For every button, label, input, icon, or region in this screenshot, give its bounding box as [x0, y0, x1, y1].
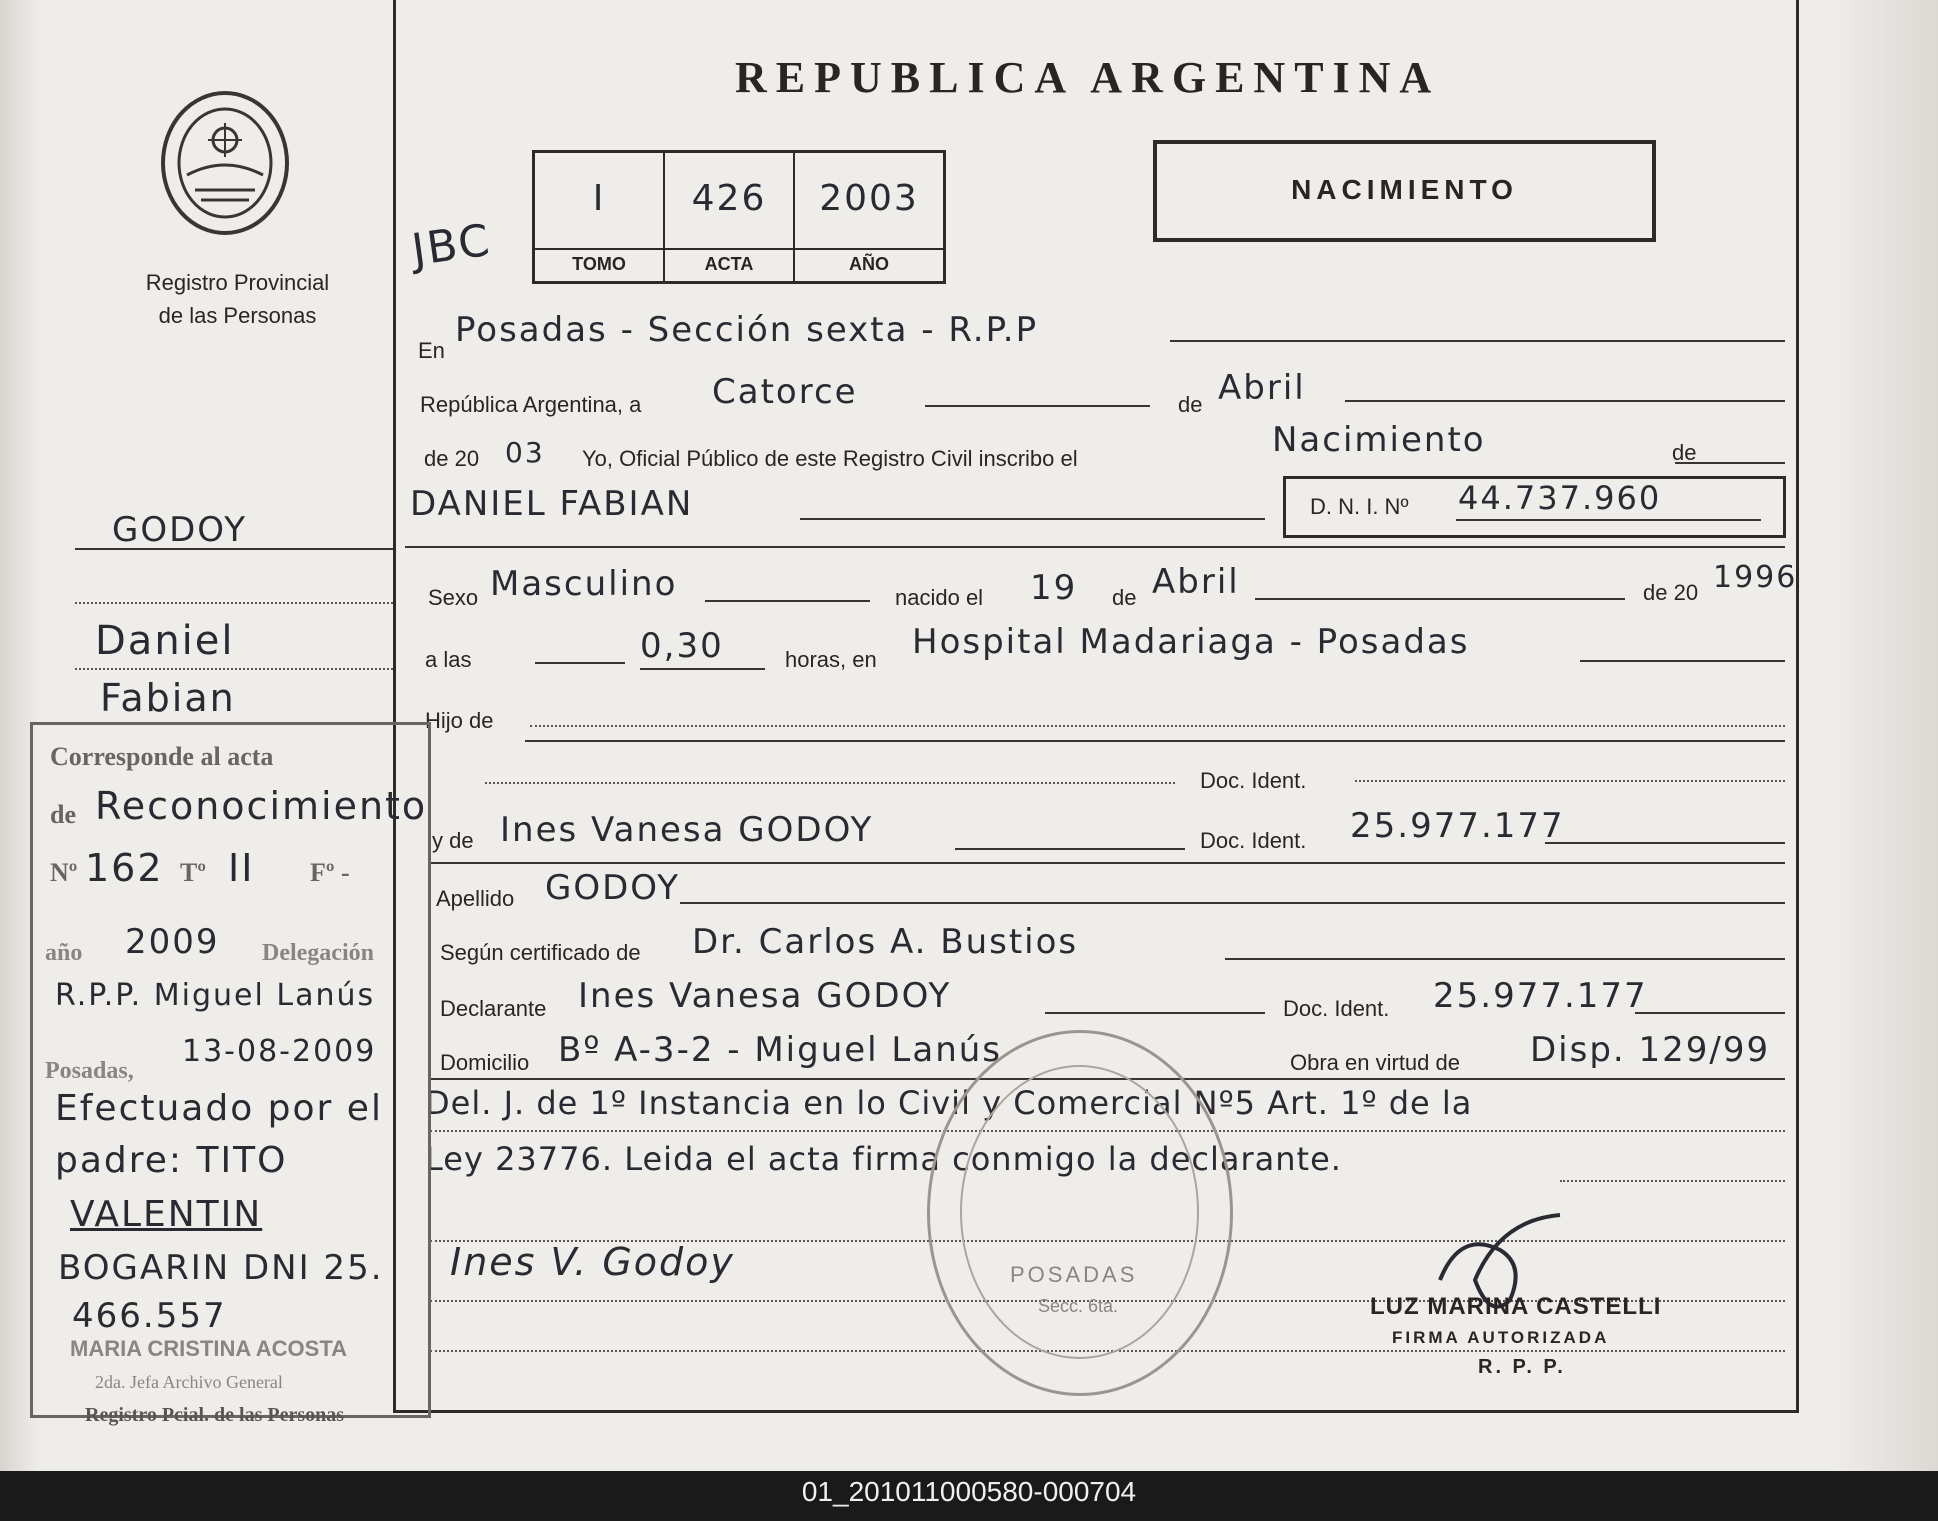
- birth-place-value: Hospital Madariaga - Posadas: [912, 622, 1470, 662]
- line-event: [1675, 462, 1785, 464]
- stamp-no-value: 162: [85, 846, 164, 890]
- stamp-note2: padre: TITO: [55, 1140, 288, 1181]
- de-label-2: de: [1672, 440, 1697, 465]
- side-line-surname: [75, 548, 393, 550]
- republica-label: República Argentina, a: [420, 392, 642, 417]
- place-value: Posadas - Sección sexta - R.P.P: [455, 310, 1039, 350]
- notes-rule-2: [1560, 1180, 1785, 1182]
- hour-value: 0,30: [640, 626, 724, 666]
- year-prefix-label: de 20: [424, 446, 480, 471]
- stamp-city: POSADAS: [1010, 1262, 1138, 1287]
- scan-caption: 01_201011000580-000704: [801, 1476, 1137, 1507]
- stamp-de: de: [50, 800, 76, 829]
- line-declarante-doc: [1635, 1012, 1785, 1014]
- registry-label-line1: Registro Provincial: [145, 270, 330, 295]
- stamp-date: 13-08-2009: [182, 1034, 377, 1069]
- obra-label: Obra en virtud de: [1290, 1050, 1460, 1075]
- declarante-doc-value: 25.977.177: [1433, 976, 1648, 1016]
- record-table: [532, 150, 946, 284]
- line-name: [800, 518, 1265, 520]
- registry-label: [95, 266, 380, 332]
- stamp-to-label: Tº: [180, 858, 206, 887]
- divider-1: [405, 546, 1785, 548]
- a-las-label: a las: [425, 647, 472, 672]
- doctor-value: Dr. Carlos A. Bustios: [692, 922, 1079, 962]
- hijo-label: Hijo de: [425, 708, 494, 733]
- horas-label: horas, en: [785, 647, 877, 672]
- person-name-value: DANIEL FABIAN: [410, 484, 694, 524]
- declarante-label: Declarante: [440, 996, 547, 1021]
- official-role: FIRMA AUTORIZADA: [1392, 1328, 1610, 1347]
- tomo-cell: [535, 153, 665, 281]
- stamp-sig-name: MARIA CRISTINA ACOSTA: [70, 1336, 348, 1361]
- line-apellido: [680, 902, 1785, 904]
- dni-label: D. N. I. Nº: [1310, 494, 1409, 519]
- stamp-note4: BOGARIN DNI 25.: [58, 1248, 384, 1288]
- doc-ident-label: Doc. Ident.: [1200, 768, 1307, 793]
- notes-line2: Ley 23776. Leida el acta firma conmigo la declarante.: [425, 1140, 1342, 1178]
- event-value: Nacimiento: [1272, 420, 1486, 460]
- line-hour-left: [535, 662, 625, 664]
- acta-value: 426: [691, 178, 767, 219]
- line-doctor: [1225, 958, 1785, 960]
- stamp-deleg-value: R.P.P. Miguel Lanús: [55, 978, 376, 1013]
- domicilio-value: Bº A-3-2 - Miguel Lanús: [558, 1030, 1003, 1070]
- year-suffix-value: 03: [505, 436, 545, 469]
- doc-ident-label-3: Doc. Ident.: [1283, 996, 1390, 1021]
- stamp-note3: VALENTIN: [70, 1194, 263, 1235]
- sexo-label: Sexo: [428, 585, 479, 610]
- segun-label: Según certificado de: [440, 940, 641, 965]
- side-rule-1: [75, 602, 393, 604]
- nacido-label: nacido el: [895, 585, 984, 610]
- stamp-deleg-label: Delegación: [262, 940, 374, 966]
- line-sexo: [705, 600, 870, 602]
- de-label-3: de: [1112, 585, 1137, 610]
- sexo-value: Masculino: [490, 564, 678, 604]
- initials-signature: JBC: [408, 214, 495, 277]
- line-hour: [640, 668, 765, 670]
- line-day: [925, 405, 1150, 407]
- birth-year-value: 1996: [1713, 560, 1798, 595]
- official-office: R. P. P.: [1478, 1356, 1566, 1378]
- provincial-seal-icon: [155, 85, 295, 240]
- stamp-ano-value: 2009: [125, 922, 220, 962]
- divider-3: [430, 862, 1785, 864]
- birth-year-label: de 20: [1643, 580, 1699, 605]
- registry-label-line2: de las Personas: [158, 303, 317, 328]
- birth-day-value: 19: [1030, 568, 1078, 608]
- notes-line1: Del. J. de 1º Instancia en lo Civil y Comercial Nº5 Art. 1º de la: [425, 1084, 1473, 1122]
- side-first-name: Daniel: [95, 618, 235, 664]
- line-birth-place: [1580, 660, 1785, 662]
- line-father: [530, 725, 1785, 727]
- tomo-value: I: [592, 178, 606, 219]
- de-label: de: [1178, 392, 1203, 417]
- line-mother-doc: [1545, 842, 1785, 844]
- side-surname: GODOY: [112, 510, 247, 550]
- declarante-value: Ines Vanesa GODOY: [578, 976, 952, 1016]
- stamp-hw-reconocimiento: Reconocimiento: [95, 784, 428, 828]
- anio-cell: [795, 153, 943, 281]
- stamp-ano-label: año: [45, 940, 83, 966]
- apellido-label: Apellido: [436, 886, 515, 911]
- line-place: [1170, 340, 1785, 342]
- obra-value: Disp. 129/99: [1530, 1030, 1771, 1070]
- dni-box: [1283, 476, 1786, 538]
- dni-value: 44.737.960: [1458, 479, 1662, 517]
- stamp-posadas: Posadas,: [45, 1058, 134, 1084]
- y-de-label: y de: [432, 828, 474, 853]
- mother-doc-value: 25.977.177: [1350, 806, 1565, 846]
- declarant-signature: Ines V. Godoy: [450, 1240, 735, 1284]
- record-type-box: [1153, 140, 1656, 242]
- en-label: En: [418, 338, 445, 363]
- stamp-to-value: II: [228, 846, 255, 890]
- side-rule-2: [75, 668, 393, 670]
- anio-label: AÑO: [795, 248, 943, 275]
- stamp-sig-office: Registro Pcial. de las Personas: [85, 1404, 345, 1426]
- month-value: Abril: [1218, 368, 1306, 408]
- line-month: [1345, 400, 1785, 402]
- line-mother: [955, 848, 1185, 850]
- line-declarante: [1045, 1012, 1265, 1014]
- tomo-label: TOMO: [535, 248, 663, 275]
- stamp-section: Secc. 6ta.: [1038, 1296, 1119, 1316]
- acta-cell: [665, 153, 795, 281]
- stamp-sig-role: 2da. Jefa Archivo General: [95, 1372, 283, 1392]
- line-doc-1: [1355, 780, 1785, 782]
- line-father-doc: [485, 782, 1175, 784]
- stamp-no-label: Nº: [50, 858, 78, 887]
- apellido-value: GODOY: [545, 868, 680, 908]
- day-value: Catorce: [712, 372, 858, 412]
- stamp-line1: Corresponde al acta: [50, 742, 274, 771]
- line-birth-month: [1255, 598, 1625, 600]
- line-dni: [1456, 519, 1761, 521]
- acta-label: ACTA: [665, 248, 793, 275]
- page-right-edge: [1828, 0, 1938, 1471]
- document-title: REPUBLICA ARGENTINA: [735, 53, 1441, 102]
- mother-name-value: Ines Vanesa GODOY: [500, 810, 874, 850]
- domicilio-label: Domicilio: [440, 1050, 530, 1075]
- birth-month-value: Abril: [1152, 562, 1240, 602]
- record-type-label: NACIMIENTO: [1291, 174, 1518, 205]
- inscribo-label: Yo, Oficial Público de este Registro Civil inscribo el: [582, 446, 1078, 471]
- stamp-note1: Efectuado por el: [55, 1088, 383, 1129]
- anio-value: 2003: [819, 178, 919, 219]
- side-second-name: Fabian: [100, 676, 236, 720]
- official-name: LUZ MARINA CASTELLI: [1370, 1293, 1662, 1320]
- stamp-note5: 466.557: [72, 1296, 227, 1336]
- stamp-fo-label: Fº -: [310, 858, 350, 887]
- doc-ident-label-2: Doc. Ident.: [1200, 828, 1307, 853]
- divider-2: [525, 740, 1785, 742]
